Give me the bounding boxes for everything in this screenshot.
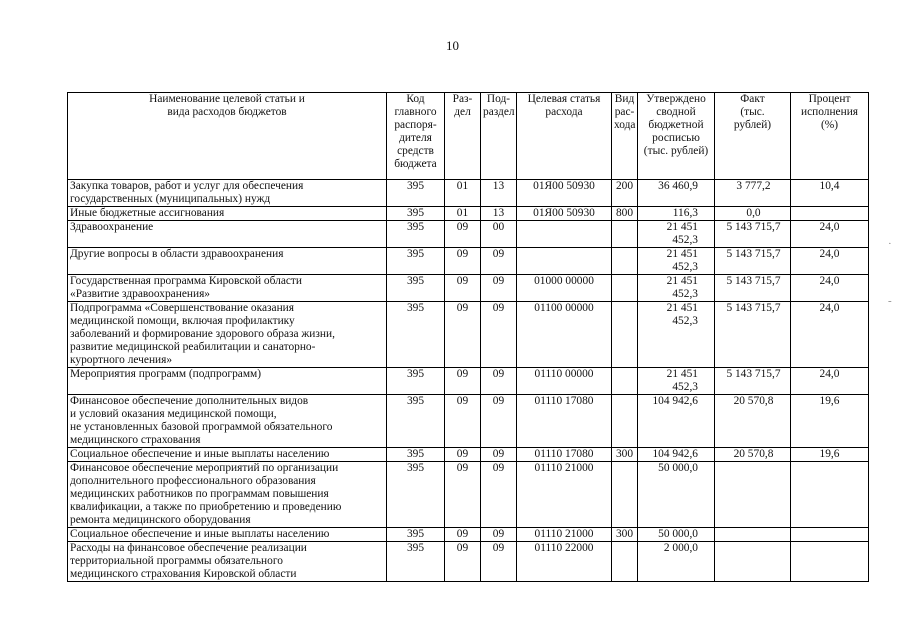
cell-section: 09	[445, 302, 481, 368]
header-code: Код главного распоря- дителя средств бюджета	[387, 93, 445, 180]
cell-kind	[612, 395, 638, 448]
page-number: 10	[446, 38, 459, 53]
cell-section: 09	[445, 221, 481, 248]
header-kind: Вид рас- хода	[612, 93, 638, 180]
cell-target: 01100 00000	[517, 302, 612, 368]
cell-fact	[715, 462, 791, 528]
cell-code: 395	[387, 248, 445, 275]
table-row	[68, 448, 869, 462]
header-target: Целевая статья расхода	[517, 93, 612, 180]
cell-kind	[612, 542, 638, 582]
margin-mark: ·	[888, 238, 892, 250]
cell-percent: 19,6	[791, 395, 869, 448]
cell-subsection: 09	[481, 528, 517, 542]
header-name: Наименование целевой статьи и вида расходов бюджетов	[68, 93, 387, 180]
budget-table	[67, 92, 869, 582]
cell-section: 09	[445, 395, 481, 448]
table-row	[68, 275, 869, 302]
cell-code: 395	[387, 207, 445, 221]
cell-section: 09	[445, 368, 481, 395]
cell-subsection: 09	[481, 462, 517, 528]
cell-fact: 20 570,8	[715, 448, 791, 462]
cell-target: 01Я00 50930	[517, 207, 612, 221]
cell-subsection: 13	[481, 207, 517, 221]
cell-subsection: 09	[481, 368, 517, 395]
cell-fact: 3 777,2	[715, 180, 791, 207]
cell-section: 09	[445, 275, 481, 302]
cell-code: 395	[387, 528, 445, 542]
cell-target: 01110 22000	[517, 542, 612, 582]
cell-fact	[715, 528, 791, 542]
table-body	[68, 180, 869, 582]
table-row	[68, 221, 869, 248]
cell-percent	[791, 542, 869, 582]
table-row	[68, 462, 869, 528]
cell-section: 01	[445, 207, 481, 221]
cell-approved: 104 942,6	[638, 395, 715, 448]
cell-name: Подпрограмма «Совершенствование оказания медицинской помощи, включая профилактику заболеваний и формирование здорового образа жизни, развитие медицинской реабилитации и санаторно- курортного лечения»	[68, 302, 387, 368]
cell-percent	[791, 462, 869, 528]
cell-kind: 800	[612, 207, 638, 221]
cell-approved: 21 451 452,3	[638, 302, 715, 368]
table-row	[68, 180, 869, 207]
cell-approved: 21 451 452,3	[638, 275, 715, 302]
cell-target: 01110 21000	[517, 528, 612, 542]
cell-kind	[612, 368, 638, 395]
cell-fact: 5 143 715,7	[715, 275, 791, 302]
cell-code: 395	[387, 542, 445, 582]
table-row	[68, 528, 869, 542]
table-row	[68, 302, 869, 368]
cell-subsection: 09	[481, 302, 517, 368]
cell-approved: 104 942,6	[638, 448, 715, 462]
cell-section: 09	[445, 462, 481, 528]
cell-approved: 21 451 452,3	[638, 368, 715, 395]
cell-name: Государственная программа Кировской области «Развитие здравоохранения»	[68, 275, 387, 302]
cell-code: 395	[387, 302, 445, 368]
cell-code: 395	[387, 462, 445, 528]
cell-approved: 116,3	[638, 207, 715, 221]
cell-name: Расходы на финансовое обеспечение реализации территориальной программы обязательного медицинского страхования Кировской области	[68, 542, 387, 582]
cell-fact: 0,0	[715, 207, 791, 221]
table-row	[68, 395, 869, 448]
cell-percent	[791, 207, 869, 221]
cell-section: 09	[445, 248, 481, 275]
cell-fact: 5 143 715,7	[715, 368, 791, 395]
cell-code: 395	[387, 180, 445, 207]
cell-kind	[612, 462, 638, 528]
cell-name: Другие вопросы в области здравоохранения	[68, 248, 387, 275]
cell-percent: 24,0	[791, 302, 869, 368]
cell-percent: 24,0	[791, 248, 869, 275]
cell-target: 01110 17080	[517, 395, 612, 448]
cell-fact: 5 143 715,7	[715, 248, 791, 275]
cell-name: Мероприятия программ (подпрограмм)	[68, 368, 387, 395]
cell-approved: 36 460,9	[638, 180, 715, 207]
cell-name: Иные бюджетные ассигнования	[68, 207, 387, 221]
table-row	[68, 368, 869, 395]
margin-mark: -	[888, 295, 892, 307]
cell-section: 09	[445, 448, 481, 462]
cell-percent: 10,4	[791, 180, 869, 207]
cell-subsection: 09	[481, 395, 517, 448]
table-row	[68, 542, 869, 582]
cell-kind	[612, 221, 638, 248]
cell-percent: 19,6	[791, 448, 869, 462]
table-row	[68, 248, 869, 275]
cell-fact: 5 143 715,7	[715, 221, 791, 248]
cell-approved: 50 000,0	[638, 528, 715, 542]
cell-code: 395	[387, 275, 445, 302]
cell-name: Социальное обеспечение и иные выплаты населению	[68, 528, 387, 542]
cell-approved: 50 000,0	[638, 462, 715, 528]
cell-kind: 200	[612, 180, 638, 207]
cell-kind	[612, 302, 638, 368]
cell-fact: 20 570,8	[715, 395, 791, 448]
cell-percent: 24,0	[791, 275, 869, 302]
cell-target: 01110 00000	[517, 368, 612, 395]
cell-code: 395	[387, 448, 445, 462]
cell-subsection: 09	[481, 248, 517, 275]
cell-name: Здравоохранение	[68, 221, 387, 248]
cell-subsection: 09	[481, 448, 517, 462]
header-subsection: Под- раздел	[481, 93, 517, 180]
cell-target	[517, 221, 612, 248]
cell-subsection: 09	[481, 275, 517, 302]
header-approved: Утверждено сводной бюджетной росписью (тыс. рублей)	[638, 93, 715, 180]
cell-target: 01000 00000	[517, 275, 612, 302]
cell-target: 01110 17080	[517, 448, 612, 462]
cell-code: 395	[387, 395, 445, 448]
header-fact: Факт (тыс. рублей)	[715, 93, 791, 180]
cell-target: 01110 21000	[517, 462, 612, 528]
cell-approved: 21 451 452,3	[638, 221, 715, 248]
cell-name: Финансовое обеспечение мероприятий по организации дополнительного профессионального образования медицинских работников по программам повышения квалификации, а также по приобретению и проведению ремонта медицинского оборудования	[68, 462, 387, 528]
cell-code: 395	[387, 368, 445, 395]
cell-fact: 5 143 715,7	[715, 302, 791, 368]
cell-name: Социальное обеспечение и иные выплаты населению	[68, 448, 387, 462]
cell-name: Закупка товаров, работ и услуг для обеспечения государственных (муниципальных) нужд	[68, 180, 387, 207]
cell-section: 01	[445, 180, 481, 207]
cell-target: 01Я00 50930	[517, 180, 612, 207]
cell-percent: 24,0	[791, 221, 869, 248]
cell-code: 395	[387, 221, 445, 248]
cell-approved: 21 451 452,3	[638, 248, 715, 275]
header-section: Раз- дел	[445, 93, 481, 180]
cell-subsection: 09	[481, 542, 517, 582]
cell-percent: 24,0	[791, 368, 869, 395]
table-header-row	[68, 93, 869, 180]
cell-kind	[612, 248, 638, 275]
header-percent: Процент исполнения (%)	[791, 93, 869, 180]
cell-target	[517, 248, 612, 275]
cell-approved: 2 000,0	[638, 542, 715, 582]
cell-percent	[791, 528, 869, 542]
cell-name: Финансовое обеспечение дополнительных видов и условий оказания медицинской помощи, не установленных базовой программой обязательного медицинского страхования	[68, 395, 387, 448]
cell-kind	[612, 275, 638, 302]
cell-subsection: 13	[481, 180, 517, 207]
cell-kind: 300	[612, 528, 638, 542]
cell-fact	[715, 542, 791, 582]
cell-section: 09	[445, 542, 481, 582]
cell-subsection: 00	[481, 221, 517, 248]
table-row	[68, 207, 869, 221]
cell-section: 09	[445, 528, 481, 542]
cell-kind: 300	[612, 448, 638, 462]
